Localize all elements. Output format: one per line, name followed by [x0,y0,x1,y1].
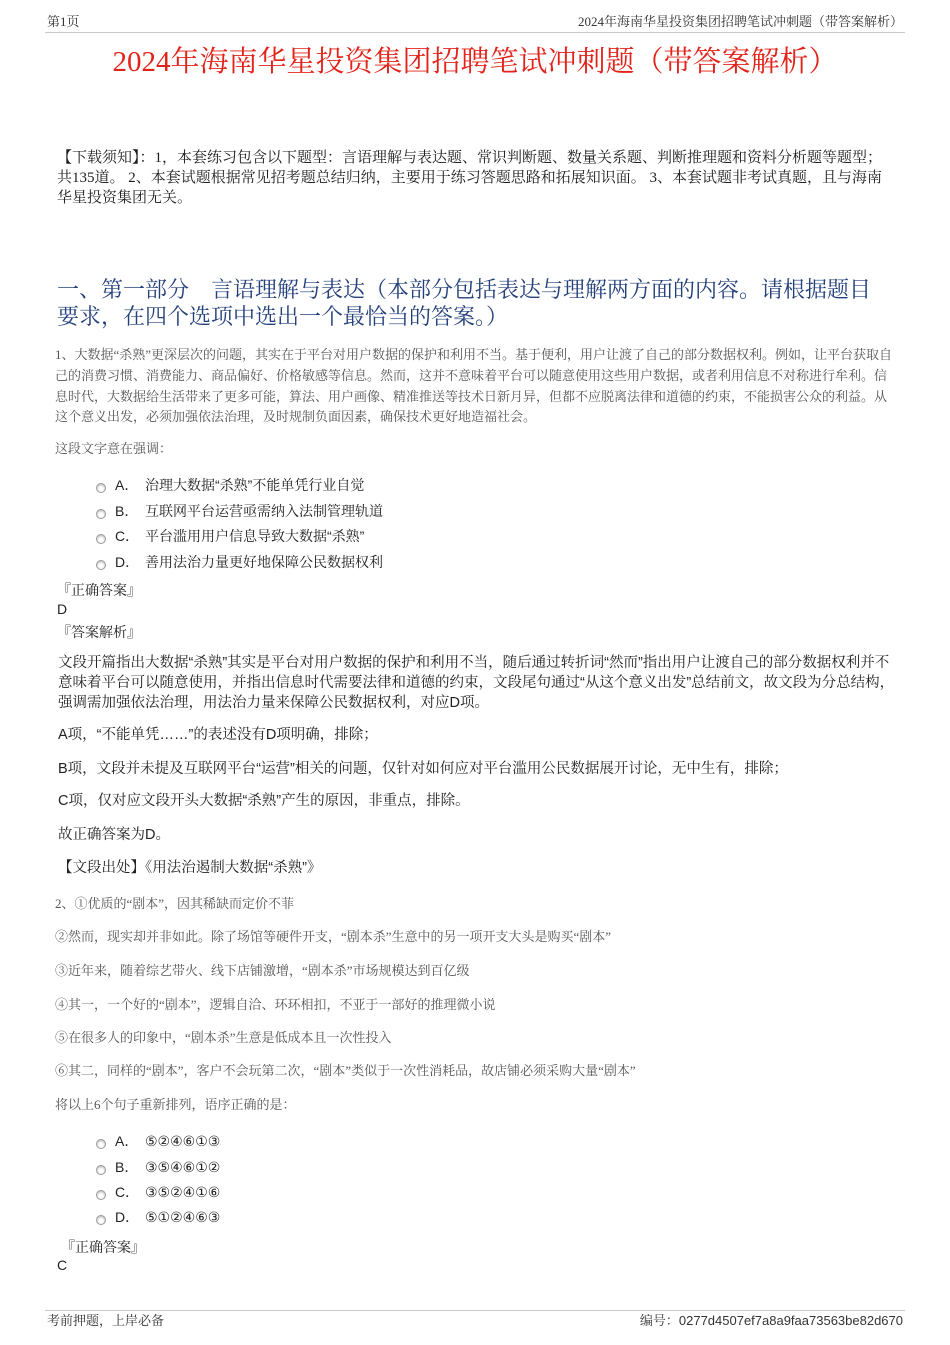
question-2-sentence-1: 2、①优质的“剧本”，因其稀缺而定价不菲 [55,896,295,911]
radio-icon[interactable] [96,1165,106,1175]
radio-icon[interactable] [96,1190,106,1200]
option-text: 治理大数据“杀熟”不能单凭行业自觉 [145,477,365,494]
footer-code [640,1313,903,1329]
question-1-analysis-option-a: A项，“不能单凭……”的表述没有D项明确，排除； [58,727,378,743]
question-1-source: 【文段出处】《用法治遏制大数据“杀熟”》 [58,860,322,876]
option-key: A． [115,1133,139,1150]
running-header-title: 2024年海南华星投资集团招聘笔试冲刺题（带答案解析） [577,14,903,29]
question-2-option-b[interactable] [0,1155,900,1181]
question-1-answer: D [57,601,68,617]
option-text: ⑤①②④⑥③ [145,1209,221,1226]
option-text: ③⑤④⑥①② [145,1158,221,1175]
option-key: C． [115,528,140,545]
question-2-sentence-3: ③近年来，随着综艺带火、线下店铺激增，“剧本杀”市场规模达到百亿级 [55,963,470,978]
question-2-option-c[interactable] [0,1180,900,1206]
page-number: 第1页 [47,14,80,29]
footer-divider [45,1310,905,1311]
question-2-sentence-5: ⑤在很多人的印象中，“剧本杀”生意是低成本且一次性投入 [55,1030,392,1045]
question-1-prompt: 这段文字意在强调： [55,441,173,456]
question-2-options [0,1129,950,1233]
question-1-stem: 1、大数据“杀熟”更深层次的问题，其实在于平台对用户数据的保护和利用不当。基于便利，用户让渡了自己的部分数据权利。例如，让平台获取自己的消费习惯、消费能力、商品偏好、价格敏感等信息。然而，这并不意味着平台可以随意使用这些用户数据，或者利用信息不对称进行牟利。信息时代，大数据给生活带来了更多可能，算法、用户画像、精准推送等技术日新月异，但都不应脱离法律和道德的约束，不能损害公众的利益。从这个意义出发，必须加强依法治理，及时规制负面因素，确保技术更好地造福社会。 [55,347,893,425]
question-1-analysis-label: 『答案解析』 [57,623,141,640]
footer-code-label: 编号： [639,1313,679,1328]
option-text: ⑤②④⑥①③ [145,1133,221,1150]
question-1-option-a[interactable] [0,473,900,499]
question-1-analysis-option-b: B项，文段并未提及互联网平台“运营”相关的问题，仅针对如何应对平台滥用公民数据展开讨论，无中生有，排除； [58,761,788,777]
option-key: D． [115,1209,140,1226]
document-title: 2024年海南华星投资集团招聘笔试冲刺题（带答案解析） [112,46,838,78]
option-text: ③⑤②④①⑥ [145,1183,221,1200]
header-divider [45,32,905,33]
option-text: 互联网平台运营亟需纳入法制管理轨道 [145,502,383,519]
radio-icon[interactable] [96,534,106,544]
download-notice: 【下载须知】：1，本套练习包含以下题型：言语理解与表达题、常识判断题、数量关系题、判断推理题和资料分析题等题型；共135道。 2、本套试题根据常见招考题总结归纳，主要用于练习答题思路和拓展知识面。 3、本套试题非考试真题，且与海南华星投资集团无关。 [57,150,883,206]
question-2-sentence-6: ⑥其二，同样的“剧本”，客户不会玩第二次，“剧本”类似于一次性消耗品，故店铺必须采购大量“剧本” [55,1063,636,1078]
question-2-prompt: 将以上6个句子重新排列，语序正确的是： [55,1097,296,1112]
radio-icon[interactable] [96,509,106,519]
option-text: 平台滥用用户信息导致大数据“杀熟” [145,528,365,545]
footer-slogan: 考前押题，上岸必备 [47,1313,165,1328]
radio-icon[interactable] [96,1139,106,1149]
radio-icon[interactable] [96,483,106,493]
question-2-option-d[interactable] [0,1205,900,1231]
radio-icon[interactable] [96,560,106,570]
question-2-answer: C [57,1256,68,1273]
question-2-option-a[interactable] [0,1129,900,1155]
radio-icon[interactable] [96,1215,106,1225]
question-1-answer-label: 『正确答案』 [57,581,141,598]
question-2-sentence-4: ④其一，一个好的“剧本”，逻辑自洽、环环相扣，不亚于一部好的推理微小说 [55,997,496,1012]
question-1-option-b[interactable] [0,499,900,525]
option-key: B． [115,502,139,519]
section-heading: 一、第一部分 言语理解与表达（本部分包括表达与理解两方面的内容。请根据题目要求，在四个选项中选出一个最恰当的答案。） [57,277,872,329]
question-1-analysis-conclusion: 故正确答案为D。 [58,827,170,843]
question-1-analysis-option-c: C项，仅对应文段开头大数据“杀熟”产生的原因，非重点，排除。 [58,793,470,809]
option-text: 善用法治力量更好地保障公民数据权利 [145,553,383,570]
option-key: D． [115,553,140,570]
option-key: B． [115,1158,139,1175]
option-key: A． [115,477,139,494]
question-1-option-d[interactable] [0,550,900,576]
question-1-analysis-summary: 文段开篇指出大数据“杀熟”其实是平台对用户数据的保护和利用不当，随后通过转折词“然而”指出用户让渡自己的部分数据权利并不意味着平台可以随意使用，并指出信息时代需要法律和道德的约束，文段尾句通过“从这个意义出发”总结前文，故文段为分总结构，强调需加强依法治理，用法治力量来保障公民数据权利，对应D项。 [58,655,895,711]
question-2-answer-label: 『正确答案』 [61,1238,145,1255]
option-key: C． [115,1183,140,1200]
footer-code-value: 0277d4507ef7a8a9faa73563be82d670 [678,1313,903,1328]
question-2-sentence-2: ②然而，现实却并非如此。除了场馆等硬件开支，“剧本杀”生意中的另一项开支大头是购买“剧本” [55,929,612,944]
question-1-options [0,473,950,577]
question-1-option-c[interactable] [0,524,900,550]
